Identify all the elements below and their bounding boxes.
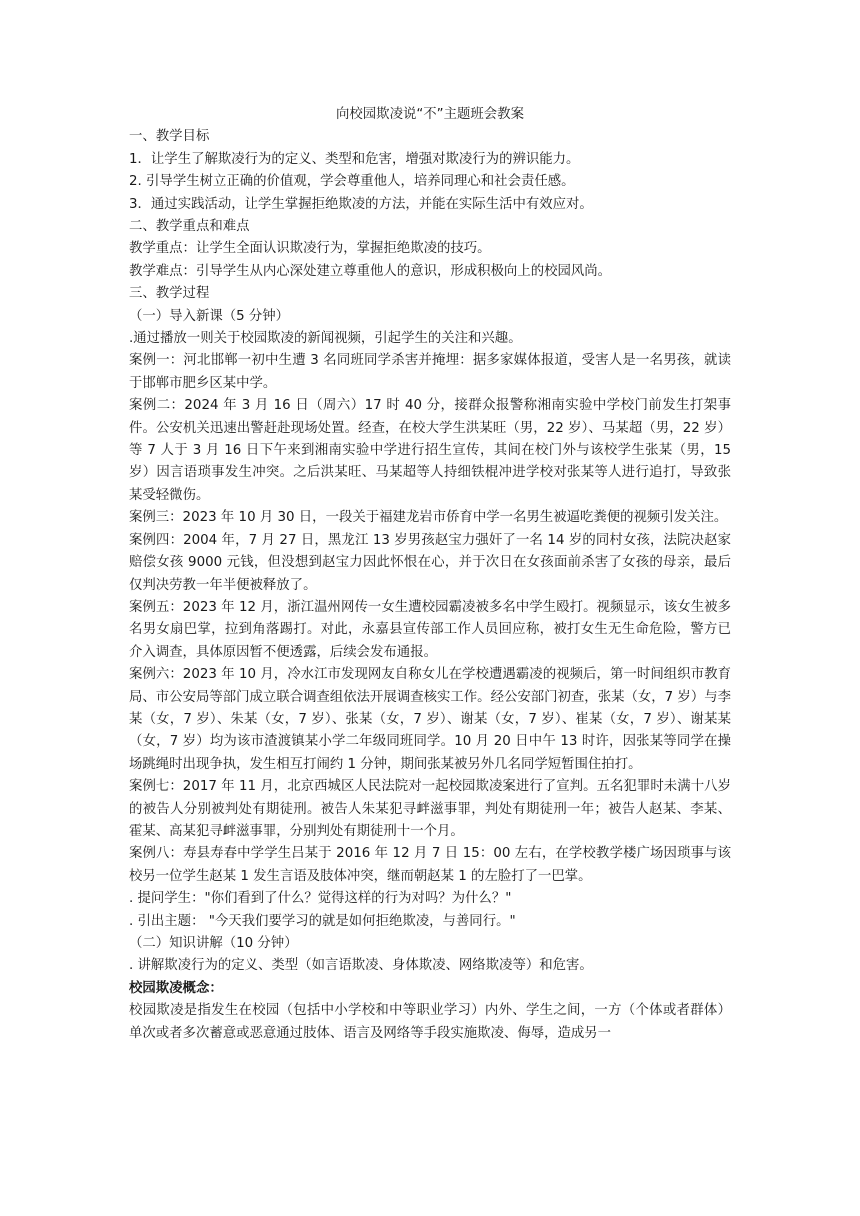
theme-text: . 引出主题： "今天我们要学习的就是如何拒绝欺凌，与善同行。" — [129, 913, 516, 929]
document-page — [129, 104, 731, 1045]
concept-paragraph: 校园欺凌是指发生在校园（包括中小学校和中等职业学习）内外、学生之间，一方（个体或者群体）单次或者多次蓄意或恶意通过肢体、语言及网络等手段实施欺凌、侮辱，造成另一 — [129, 1003, 731, 1041]
section-heading-process: 三、教学过程 — [129, 286, 210, 302]
intro-text: .通过播放一则关于校园欺凌的新闻视频，引起学生的关注和兴趣。 — [129, 331, 522, 347]
concept-heading: 校园欺凌概念： — [129, 980, 223, 996]
objective-item: 3．通过实践活动，让学生掌握拒绝欺凌的方法，并能在实际生活中有效应对。 — [129, 196, 593, 212]
question-text: . 提问学生："你们看到了什么？觉得这样的行为对吗？为什么？" — [129, 891, 512, 907]
case-paragraph: 案例一：河北邯郸一初中生遭 3 名同班同学杀害并掩埋：据多家媒体报道，受害人是一名男孩，就读于邯郸市肥乡区某中学。 — [129, 353, 731, 391]
case-paragraph: 案例六：2023 年 10 月，冷水江市发现网友自称女儿在学校遭遇霸凌的视频后，第一时间组织市教育局、市公安局等部门成立联合调查组依法开展调查核实工作。经公安部门初查，张某（女，7 岁）与李某（女，7 岁）、朱某（女，7 岁）、张某（女，7 岁）、谢某（女，7 岁）、崔某（女，7 岁）、谢某某（女，7 岁）均为该市渣渡镇某小学二年级同班同学。10 月 20 日中午 13 时许，因张某等同学在操场跳绳时出现争执，发生相互打闹约 1 分钟，期间张某被另外几名同学短暂围住拍打。 — [129, 667, 731, 772]
section-heading-objectives: 一、教学目标 — [129, 129, 210, 145]
case-paragraph: 案例二：2024 年 3 月 16 日（周六）17 时 40 分，接群众报警称湘南实验中学校门前发生打架事件。公安机关迅速出警赶赴现场处置。经查，在校大学生洪某旺（男，22 岁）、马某超（男，22 岁）等 7 人于 3 月 16 日下午来到湘南实验中学进行招生宣传，其间在校门外与该校学生张某（男，15 岁）因言语琐事发生冲突。之后洪某旺、马某超等人持细铁棍冲进学校对张某等人进行追打，导致张某受轻微伤。 — [129, 398, 731, 503]
objective-item: 1．让学生了解欺凌行为的定义、类型和危害，增强对欺凌行为的辨识能力。 — [129, 151, 580, 167]
knowledge-intro: . 讲解欺凌行为的定义、类型（如言语欺凌、身体欺凌、网络欺凌等）和危害。 — [129, 958, 593, 974]
document-title: 向校园欺凌说“不”主题班会教案 — [336, 107, 524, 122]
subsection-heading-knowledge: （二）知识讲解（10 分钟） — [129, 936, 298, 952]
subsection-heading-intro: （一）导入新课（5 分钟） — [129, 308, 290, 324]
objective-item: 2. 引导学生树立正确的价值观，学会尊重他人，培养同理心和社会责任感。 — [129, 174, 575, 190]
teaching-focus: 教学重点：让学生全面认识欺凌行为，掌握拒绝欺凌的技巧。 — [129, 241, 491, 257]
case-paragraph: 案例五：2023 年 12 月，浙江温州网传一女生遭校园霸凌被多名中学生殴打。视频显示，该女生被多名男女扇巴掌，拉到角落踢打。对此，永嘉县宣传部工作人员回应称，被打女生无生命危险，警方已介入调查，具体原因暂不便透露，后续会发布通报。 — [129, 599, 731, 660]
section-heading-focus: 二、教学重点和难点 — [129, 219, 250, 235]
teaching-difficulty: 教学难点：引导学生从内心深处建立尊重他人的意识，形成积极向上的校园风尚。 — [129, 263, 612, 279]
case-paragraph: 案例八：寿县寿春中学学生吕某于 2016 年 12 月 7 日 15：00 左右，在学校教学楼广场因琐事与该校另一位学生赵某 1 发生言语及肢体冲突，继而朝赵某 1 的左脸打了一巴掌。 — [129, 846, 731, 884]
case-paragraph: 案例三：2023 年 10 月 30 日，一段关于福建龙岩市侨育中学一名男生被逼吃粪便的视频引发关注。 — [129, 510, 728, 526]
case-paragraph: 案例四：2004 年，7 月 27 日，黑龙江 13 岁男孩赵宝力强奸了一名 14 岁的同村女孩，法院决赵家赔偿女孩 9000 元钱，但没想到赵宝力因此怀恨在心，并于次日在女孩面前杀害了女孩的母亲，最后仅判决劳教一年半便被释放了。 — [129, 532, 731, 593]
case-paragraph: 案例七：2017 年 11 月，北京西城区人民法院对一起校园欺凌案进行了宣判。五名犯罪时未满十八岁的被告人分别被判处有期徒刑。被告人朱某犯寻衅滋事罪，判处有期徒刑一年；被告人赵某、李某、霍某、高某犯寻衅滋事罪，分别判处有期徒刑十一个月。 — [129, 779, 731, 839]
